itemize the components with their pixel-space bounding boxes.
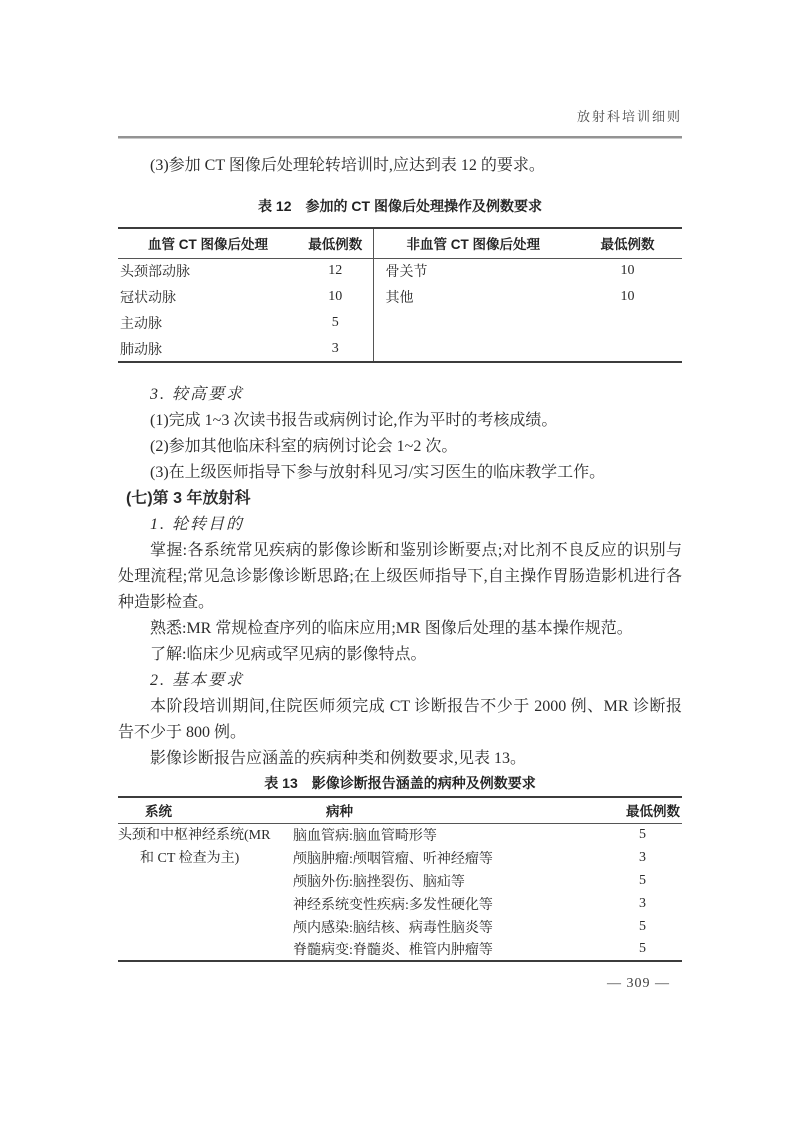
cell-disease: 颅内感染:脑结核、病毒性脑炎等 [293, 920, 493, 936]
requirement-item: (1)完成 1~3 次读书报告或病例讨论,作为平时的考核成绩。 [150, 412, 558, 429]
cell-left-min: 3 [331, 340, 339, 356]
requirement-item: (2)参加其他临床科室的病例讨论会 1~2 次。 [150, 438, 458, 455]
cell-left-item: 头颈部动脉 [120, 265, 190, 281]
table13-col-min: 最低例数 [603, 797, 682, 823]
page-content [118, 0, 682, 992]
table12-col-min-left: 最低例数 [298, 228, 373, 258]
cell-min-cases: 5 [639, 826, 646, 842]
table-row [118, 258, 682, 284]
cell-left-min: 5 [331, 315, 339, 330]
cell-min-cases: 5 [639, 941, 646, 956]
cell-disease: 颅脑外伤:脑挫裂伤、脑疝等 [293, 874, 465, 890]
system-name-line2: 和 CT 检查为主) [140, 850, 240, 866]
heading-basic-requirements: 2. 基本要求 [150, 672, 245, 689]
table12-col-vascular: 血管 CT 图像后处理 [118, 228, 298, 258]
intro-paragraph: (3)参加 CT 图像后处理轮转培训时,应达到表 12 的要求。 [150, 157, 545, 174]
heading-advanced-requirements: 3. 较高要求 [150, 386, 245, 403]
header-rule [118, 136, 682, 139]
heading-rotation-goal: 1. 轮转目的 [150, 516, 245, 533]
cell-right-min [573, 310, 682, 336]
table13-body [118, 823, 682, 961]
table13-reference-paragraph: 影像诊断报告应涵盖的疾病种类和例数要求,见表 13。 [150, 750, 527, 767]
goal-understand-paragraph: 了解:临床少见病或罕见病的影像特点。 [150, 646, 427, 663]
table12-col-min-right: 最低例数 [573, 228, 682, 258]
requirement-item: (3)在上级医师指导下参与放射科见习/实习医生的临床教学工作。 [150, 464, 606, 481]
system-name-line1: 头颈和中枢神经系统(MR [118, 827, 271, 843]
cell-min-cases: 3 [639, 895, 646, 911]
table13-caption: 表 13 影像诊断报告涵盖的病种及例数要求 [264, 775, 536, 791]
cell-disease: 神经系统变性疾病:多发性硬化等 [293, 897, 493, 913]
cell-min-cases: 5 [639, 872, 646, 888]
table-header-row [118, 797, 682, 823]
running-head-title: 放射科培训细则 [576, 109, 682, 124]
section-title-year3: (七)第 3 年放射科 [126, 490, 251, 507]
cell-right-item: 其他 [373, 284, 573, 310]
table-row [118, 284, 682, 310]
cell-min-cases: 3 [639, 849, 646, 865]
table12-col-nonvascular: 非血管 CT 图像后处理 [373, 228, 573, 258]
cell-disease: 脑血管病:脑血管畸形等 [293, 828, 437, 844]
cell-min-cases: 5 [639, 918, 646, 934]
table13 [118, 796, 682, 962]
cell-system [118, 823, 293, 961]
cell-right-item [373, 310, 573, 336]
table12 [118, 227, 682, 363]
page-number: — 309 — [607, 976, 670, 991]
table13-col-disease: 病种 [293, 797, 603, 823]
goal-familiar-paragraph: 熟悉:MR 常规检查序列的临床应用;MR 图像后处理的基本操作规范。 [150, 620, 633, 637]
table12-body [118, 258, 682, 362]
table13-header [118, 797, 682, 823]
cell-right-min: 10 [620, 263, 635, 279]
cell-left-item: 肺动脉 [120, 342, 162, 358]
table13-col-system: 系统 [118, 797, 293, 823]
requirements-section [118, 382, 682, 772]
cell-right-min [573, 336, 682, 362]
cell-right-item [373, 336, 573, 362]
table-header-row [118, 228, 682, 258]
cell-right-min: 10 [620, 289, 635, 304]
cell-disease: 颅脑肿瘤:颅咽管瘤、听神经瘤等 [293, 851, 493, 867]
cell-left-min: 10 [328, 289, 343, 304]
cell-disease: 脊髓病变:脊髓炎、椎管内肿瘤等 [293, 943, 493, 958]
goal-master-paragraph: 掌握:各系统常见疾病的影像诊断和鉴别诊断要点;对比剂不良反应的识别与处理流程;常见急诊影像诊断思路;在上级医师指导下,自主操作胃肠造影机进行各种造影检查。 [118, 542, 682, 611]
cell-left-min: 12 [328, 263, 343, 279]
table-row [118, 823, 682, 846]
cell-left-item: 冠状动脉 [120, 291, 176, 306]
basic-requirement-paragraph: 本阶段培训期间,住院医师须完成 CT 诊断报告不少于 2000 例、MR 诊断报告不少于 800 例。 [118, 698, 682, 741]
table12-caption: 表 12 参加的 CT 图像后处理操作及例数要求 [258, 198, 542, 214]
cell-right-item: 骨关节 [373, 258, 573, 284]
table12-header [118, 228, 682, 258]
table-row [118, 336, 682, 362]
cell-left-item: 主动脉 [120, 317, 162, 332]
table-row [118, 310, 682, 336]
